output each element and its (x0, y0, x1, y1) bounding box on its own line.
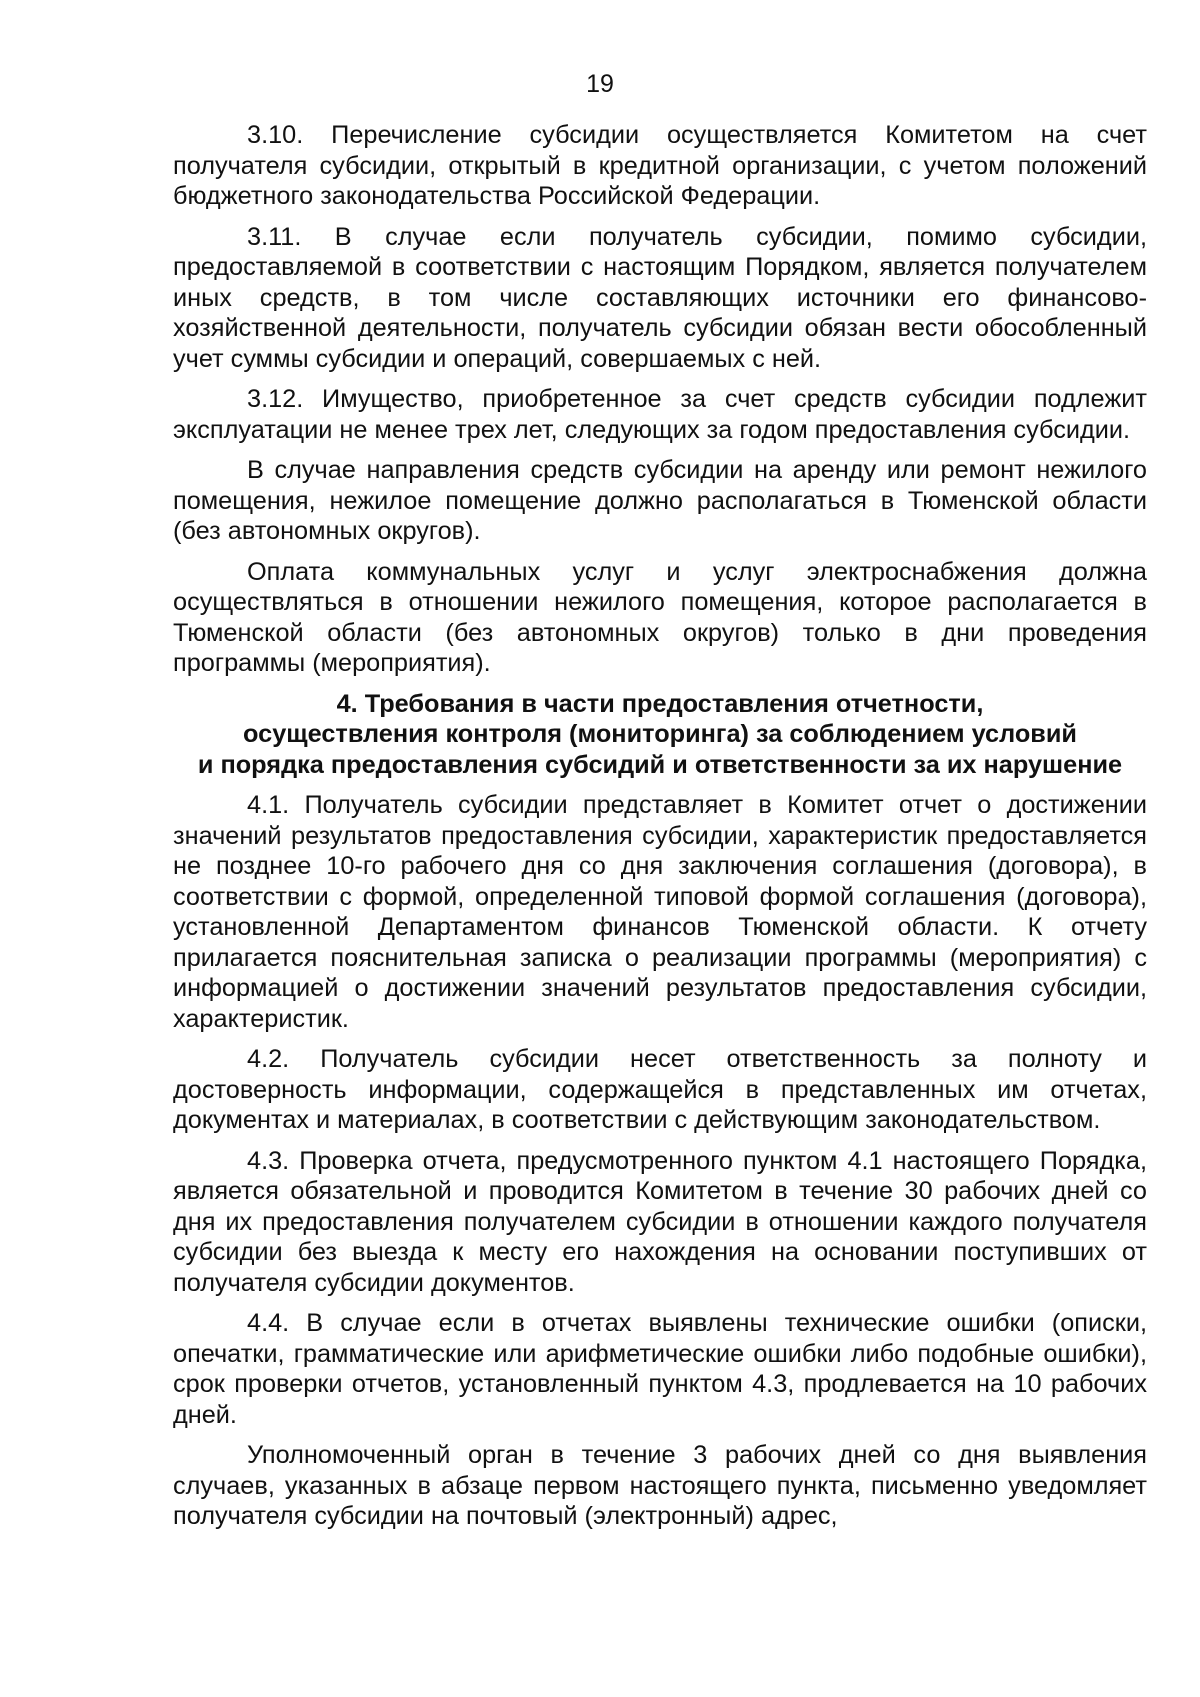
page-number: 19 (586, 70, 614, 98)
paragraph-4-3: 4.3. Проверка отчета, предусмотренного пунктом 4.1 настоящего Порядка, является обязательной и проводится Комитетом в течение 30 рабочих дней со дня их предоставления получателем субсидии в отношении каждого получателя субсидии без выезда к месту его нахождения на основании поступивших от получателя субсидии документов. (173, 1146, 1147, 1297)
section-heading-line-2: осуществления контроля (мониторинга) за соблюдением условий (243, 720, 1077, 748)
paragraph-4-1: 4.1. Получатель субсидии представляет в Комитет отчет о достижении значений результатов предоставления субсидии, характеристик предоставляется не позднее 10-го рабочего дня со дня заключения соглашения (договора), в соответствии с формой, определенной типовой формой соглашения (договора), установленной Департаментом финансов Тюменской области. К отчету прилагается пояснительная записка о реализации программы (мероприятия) с информацией о достижении значений результатов предоставления субсидии, характеристик. (173, 791, 1147, 1033)
paragraph-4-4: 4.4. В случае если в отчетах выявлены технические ошибки (описки, опечатки, грамматические или арифметические ошибки либо подобные ошибки), срок проверки отчетов, установленный пунктом 4.3, продлевается на 10 рабочих дней. (173, 1309, 1147, 1429)
section-4-heading (173, 689, 1147, 781)
paragraph-3-10: 3.10. Перечисление субсидии осуществляется Комитетом на счет получателя субсидии, открытый в кредитной организации, с учетом положений бюджетного законодательства Российской Федерации. (173, 121, 1147, 210)
paragraph-rent-repair: В случае направления средств субсидии на аренду или ремонт нежилого помещения, нежилое помещение должно располагаться в Тюменской области (без автономных округов). (173, 456, 1147, 545)
paragraph-3-12: 3.12. Имущество, приобретенное за счет средств субсидии подлежит эксплуатации не менее трех лет, следующих за годом предоставления субсидии. (173, 385, 1147, 444)
document-body (173, 120, 1147, 1542)
section-heading-line-3: и порядка предоставления субсидий и ответственности за их нарушение (197, 750, 1123, 779)
paragraph-notification: Уполномоченный орган в течение 3 рабочих дней со дня выявления случаев, указанных в абзаце первом настоящего пункта, письменно уведомляет получателя субсидии на почтовый (электронный) адрес, (173, 1441, 1147, 1530)
paragraph-utilities: Оплата коммунальных услуг и услуг электроснабжения должна осуществляться в отношении нежилого помещения, которое располагается в Тюменской области (без автономных округов) только в дни проведения программы (мероприятия). (173, 557, 1147, 677)
paragraph-4-2: 4.2. Получатель субсидии несет ответственность за полноту и достоверность информации, содержащейся в представленных им отчетах, документах и материалах, в соответствии с действующим законодательством. (173, 1045, 1147, 1134)
section-heading-line-1: 4. Требования в части предоставления отчетности, (336, 689, 984, 718)
paragraph-3-11: 3.11. В случае если получатель субсидии, помимо субсидии, предоставляемой в соответствии с настоящим Порядком, является получателем иных средств, в том числе составляющих источники его финансово-хозяйственной деятельности, получатель субсидии обязан вести обособленный учет суммы субсидии и операций, совершаемых с ней. (173, 222, 1147, 373)
